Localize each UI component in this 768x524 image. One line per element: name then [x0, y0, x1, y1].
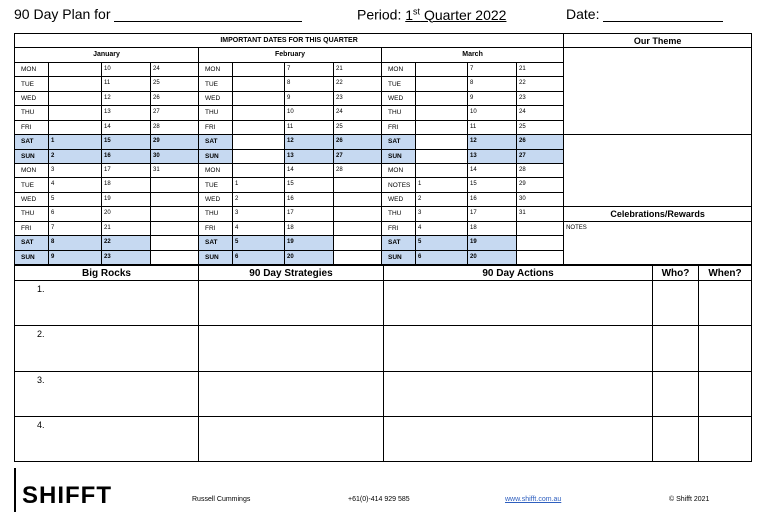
weekday-label: SUN [382, 250, 416, 264]
date-cell[interactable]: 5 [233, 236, 285, 250]
date-cell[interactable]: 11 [468, 120, 517, 134]
date-cell[interactable]: 4 [49, 178, 102, 192]
date-cell[interactable]: 18 [285, 221, 334, 235]
date-cell[interactable] [334, 250, 382, 264]
date-cell[interactable]: 15 [285, 178, 334, 192]
weekday-label: TUE [15, 77, 49, 91]
date-cell[interactable] [151, 192, 199, 206]
date-cell[interactable]: 31 [517, 207, 564, 221]
weekday-label: THU [382, 106, 416, 120]
date-cell[interactable]: 24 [151, 62, 199, 76]
footer-phone: +61(0)-414 929 585 [348, 496, 410, 503]
strategy-cell[interactable] [199, 326, 384, 371]
date-cell[interactable]: 25 [517, 120, 564, 134]
date-cell[interactable]: 3 [416, 207, 468, 221]
date-cell[interactable]: 7 [285, 62, 334, 76]
date-cell[interactable]: 8 [49, 236, 102, 250]
row-number: 2. [37, 329, 45, 340]
date-cell[interactable]: 24 [334, 106, 382, 120]
big-rock-cell[interactable] [15, 416, 199, 461]
date-cell[interactable]: 22 [517, 77, 564, 91]
weekday-label: THU [15, 207, 49, 221]
date-cell[interactable]: 17 [468, 207, 517, 221]
date-cell[interactable] [334, 207, 382, 221]
date-cell[interactable]: 12 [468, 135, 517, 149]
date-cell[interactable] [416, 106, 468, 120]
date-cell[interactable]: 19 [285, 236, 334, 250]
date-cell[interactable]: 25 [151, 77, 199, 91]
date-cell[interactable]: 20 [468, 250, 517, 264]
date-cell[interactable]: 11 [102, 77, 151, 91]
when-cell[interactable] [699, 326, 752, 371]
plan-column-header: Who? [653, 266, 699, 281]
date-cell[interactable] [151, 178, 199, 192]
date-cell[interactable]: 26 [151, 91, 199, 105]
date-cell[interactable]: 21 [102, 221, 151, 235]
weekday-label: SUN [199, 250, 233, 264]
date-cell[interactable]: 9 [49, 250, 102, 264]
weekday-label: SAT [199, 236, 233, 250]
weekday-label: SUN [382, 149, 416, 163]
who-cell[interactable] [653, 326, 699, 371]
date-cell[interactable]: 6 [233, 250, 285, 264]
who-cell[interactable] [653, 281, 699, 326]
date-cell[interactable] [233, 91, 285, 105]
date-cell[interactable]: 1 [49, 135, 102, 149]
date-cell[interactable] [416, 149, 468, 163]
date-cell[interactable] [233, 163, 285, 177]
date-cell[interactable] [334, 221, 382, 235]
date-cell[interactable]: 22 [334, 77, 382, 91]
weekday-label: MON [382, 62, 416, 76]
dashboard-area[interactable] [564, 135, 752, 207]
plan-row [15, 371, 752, 416]
date-cell[interactable]: 29 [151, 135, 199, 149]
celebrations-title: Celebrations/Rewards [564, 207, 752, 221]
website-link[interactable]: www.shifft.com.au [505, 496, 562, 503]
date-cell[interactable]: 21 [334, 62, 382, 76]
footer-copyright: © Shifft 2021 [669, 496, 710, 503]
calendar-week-row [15, 221, 752, 235]
plan-for-field[interactable] [114, 21, 302, 22]
date-cell[interactable] [334, 236, 382, 250]
month-name: January [15, 48, 199, 62]
date-cell[interactable]: 17 [102, 163, 151, 177]
weekday-label: FRI [15, 120, 49, 134]
date-cell[interactable] [517, 250, 564, 264]
weekday-label: TUE [382, 77, 416, 91]
weekday-label: WED [15, 91, 49, 105]
weekday-label: TUE [199, 77, 233, 91]
big-rock-cell[interactable] [15, 281, 199, 326]
date-cell[interactable]: 28 [517, 163, 564, 177]
date-cell[interactable]: 21 [517, 62, 564, 76]
date-cell[interactable] [151, 207, 199, 221]
date-cell[interactable]: 13 [102, 106, 151, 120]
date-cell[interactable]: 17 [285, 207, 334, 221]
date-cell[interactable] [49, 91, 102, 105]
date-cell[interactable]: 18 [468, 221, 517, 235]
weekday-label: SUN [15, 250, 49, 264]
weekday-label: MON [15, 62, 49, 76]
action-cell[interactable] [384, 281, 653, 326]
date-cell[interactable]: 13 [468, 149, 517, 163]
date-cell[interactable]: 5 [416, 236, 468, 250]
shifft-logo: SHIFFT [22, 482, 112, 509]
calendar-table [14, 33, 752, 265]
date-cell[interactable]: 20 [285, 250, 334, 264]
weekday-label: SUN [199, 149, 233, 163]
big-rock-cell[interactable] [15, 326, 199, 371]
date-cell[interactable]: 29 [517, 178, 564, 192]
plan-table [14, 265, 752, 462]
date-cell[interactable]: 7 [468, 62, 517, 76]
date-cell[interactable]: 2 [416, 192, 468, 206]
date-cell[interactable] [416, 163, 468, 177]
date-cell[interactable]: 23 [334, 91, 382, 105]
date-cell[interactable]: 1 [416, 178, 468, 192]
date-cell[interactable]: 16 [468, 192, 517, 206]
date-cell[interactable] [334, 192, 382, 206]
date-cell[interactable]: 14 [102, 120, 151, 134]
weekday-label: SAT [199, 135, 233, 149]
date-cell[interactable]: 27 [517, 149, 564, 163]
weekday-label: SAT [382, 135, 416, 149]
date-cell[interactable] [517, 221, 564, 235]
who-cell[interactable] [653, 371, 699, 416]
weekday-label: MON [382, 163, 416, 177]
date-cell[interactable]: 3 [233, 207, 285, 221]
date-cell[interactable]: 12 [102, 91, 151, 105]
date-cell[interactable] [416, 91, 468, 105]
plan-row [15, 326, 752, 371]
month-header-row [15, 48, 752, 62]
logo-bar [14, 468, 16, 512]
date-cell[interactable]: 27 [151, 106, 199, 120]
who-cell[interactable] [653, 416, 699, 461]
date-cell[interactable]: 30 [151, 149, 199, 163]
when-cell[interactable] [699, 281, 752, 326]
date-cell[interactable]: 31 [151, 163, 199, 177]
row-number: 4. [37, 419, 45, 430]
weekday-label: THU [15, 106, 49, 120]
date-cell[interactable]: 14 [468, 163, 517, 177]
date-cell[interactable]: 10 [468, 106, 517, 120]
weekday-label: FRI [199, 221, 233, 235]
plan-column-header: When? [699, 266, 752, 281]
action-cell[interactable] [384, 371, 653, 416]
our-theme-area[interactable] [564, 48, 752, 135]
date-cell[interactable] [233, 77, 285, 91]
date-cell[interactable]: 24 [517, 106, 564, 120]
row-number: 1. [37, 284, 45, 294]
weekday-label: WED [15, 192, 49, 206]
weekday-label: SUN [15, 149, 49, 163]
date-cell[interactable]: 1 [233, 178, 285, 192]
date-cell[interactable]: 26 [334, 135, 382, 149]
date-cell[interactable]: 30 [517, 192, 564, 206]
weekday-label: FRI [382, 221, 416, 235]
plan-for-heading [14, 6, 302, 22]
date-cell[interactable]: 28 [151, 120, 199, 134]
plan-for-label: 90 Day Plan for [14, 6, 111, 22]
date-cell[interactable]: 9 [468, 91, 517, 105]
date-cell[interactable]: 12 [285, 135, 334, 149]
plan-row [15, 416, 752, 461]
date-cell[interactable]: 10 [102, 62, 151, 76]
notes-label: NOTES [382, 178, 416, 192]
date-cell[interactable] [416, 120, 468, 134]
date-cell[interactable]: 14 [285, 163, 334, 177]
date-cell[interactable]: 13 [285, 149, 334, 163]
date-cell[interactable]: 27 [334, 149, 382, 163]
weekday-label: SAT [15, 135, 49, 149]
date-cell[interactable]: 4 [416, 221, 468, 235]
date-cell[interactable] [151, 250, 199, 264]
big-rock-cell[interactable] [15, 371, 199, 416]
month-name: February [199, 48, 382, 62]
weekday-label: TUE [15, 178, 49, 192]
date-cell[interactable]: 23 [517, 91, 564, 105]
weekday-label: SAT [382, 236, 416, 250]
date-cell[interactable]: 18 [102, 178, 151, 192]
date-cell[interactable]: 8 [285, 77, 334, 91]
date-cell[interactable]: 28 [334, 163, 382, 177]
plan-header-row [15, 266, 752, 281]
date-label: Date: [566, 6, 600, 22]
date-cell[interactable]: 6 [416, 250, 468, 264]
date-cell[interactable]: 2 [49, 149, 102, 163]
weekday-label: MON [15, 163, 49, 177]
calendar-week-row [15, 207, 752, 221]
weekday-label: TUE [199, 178, 233, 192]
action-cell[interactable] [384, 326, 653, 371]
date-cell[interactable]: 2 [233, 192, 285, 206]
plan-column-header: 90 Day Actions [384, 266, 653, 281]
date-cell[interactable] [49, 120, 102, 134]
date-cell[interactable] [49, 106, 102, 120]
footer-website[interactable] [505, 496, 561, 503]
date-cell[interactable]: 10 [285, 106, 334, 120]
date-cell[interactable] [233, 62, 285, 76]
weekday-label: FRI [382, 120, 416, 134]
date-cell[interactable] [49, 62, 102, 76]
date-cell[interactable]: 20 [102, 207, 151, 221]
row-number: 3. [37, 374, 45, 385]
date-cell[interactable]: 6 [49, 207, 102, 221]
our-theme-title: Our Theme [564, 34, 752, 48]
date-cell[interactable]: 25 [334, 120, 382, 134]
date-cell[interactable]: 19 [102, 192, 151, 206]
date-cell[interactable] [233, 120, 285, 134]
date-cell[interactable]: 8 [468, 77, 517, 91]
weekday-label: THU [199, 207, 233, 221]
date-cell[interactable] [233, 149, 285, 163]
weekday-label: THU [199, 106, 233, 120]
plan-row [15, 281, 752, 326]
weekday-label: WED [199, 91, 233, 105]
date-cell[interactable]: 15 [468, 178, 517, 192]
period-heading [357, 6, 506, 23]
weekday-label: SAT [15, 236, 49, 250]
weekday-label: WED [382, 91, 416, 105]
important-dates-title: IMPORTANT DATES FOR THIS QUARTER [15, 34, 564, 48]
date-cell[interactable]: 3 [49, 163, 102, 177]
weekday-label: FRI [15, 221, 49, 235]
action-cell[interactable] [384, 416, 653, 461]
date-cell[interactable]: 5 [49, 192, 102, 206]
date-cell[interactable] [151, 221, 199, 235]
date-cell[interactable] [416, 135, 468, 149]
date-cell[interactable] [151, 236, 199, 250]
weekday-label: MON [199, 163, 233, 177]
date-cell[interactable]: 23 [102, 250, 151, 264]
calendar-title-row [15, 34, 752, 48]
plan-column-header: 90 Day Strategies [199, 266, 384, 281]
weekday-label: WED [382, 192, 416, 206]
date-cell[interactable]: 16 [285, 192, 334, 206]
notes-label[interactable]: NOTES [564, 221, 752, 264]
strategy-cell[interactable] [199, 281, 384, 326]
date-cell[interactable] [416, 62, 468, 76]
when-cell[interactable] [699, 371, 752, 416]
date-cell[interactable]: 7 [49, 221, 102, 235]
date-cell[interactable]: 16 [102, 149, 151, 163]
date-cell[interactable] [233, 106, 285, 120]
date-cell[interactable]: 11 [285, 120, 334, 134]
period-label: Period: [357, 6, 402, 23]
date-field[interactable] [603, 21, 723, 22]
strategy-cell[interactable] [199, 371, 384, 416]
date-cell[interactable] [49, 77, 102, 91]
plan-column-header: Big Rocks [15, 266, 199, 281]
calendar-week-row [15, 135, 752, 149]
date-cell[interactable] [517, 236, 564, 250]
date-cell[interactable]: 9 [285, 91, 334, 105]
weekday-label: MON [199, 62, 233, 76]
date-cell[interactable]: 15 [102, 135, 151, 149]
date-cell[interactable]: 19 [468, 236, 517, 250]
date-cell[interactable] [334, 178, 382, 192]
weekday-label: WED [199, 192, 233, 206]
date-heading [566, 6, 723, 22]
weekday-label: THU [382, 207, 416, 221]
month-name: March [382, 48, 564, 62]
weekday-label: FRI [199, 120, 233, 134]
date-cell[interactable]: 26 [517, 135, 564, 149]
footer-name: Russell Cummings [192, 496, 251, 503]
period-value: 1st Quarter 2022 [405, 6, 507, 23]
date-cell[interactable]: 22 [102, 236, 151, 250]
date-cell[interactable] [233, 135, 285, 149]
when-cell[interactable] [699, 416, 752, 461]
date-cell[interactable]: 4 [233, 221, 285, 235]
strategy-cell[interactable] [199, 416, 384, 461]
date-cell[interactable] [416, 77, 468, 91]
